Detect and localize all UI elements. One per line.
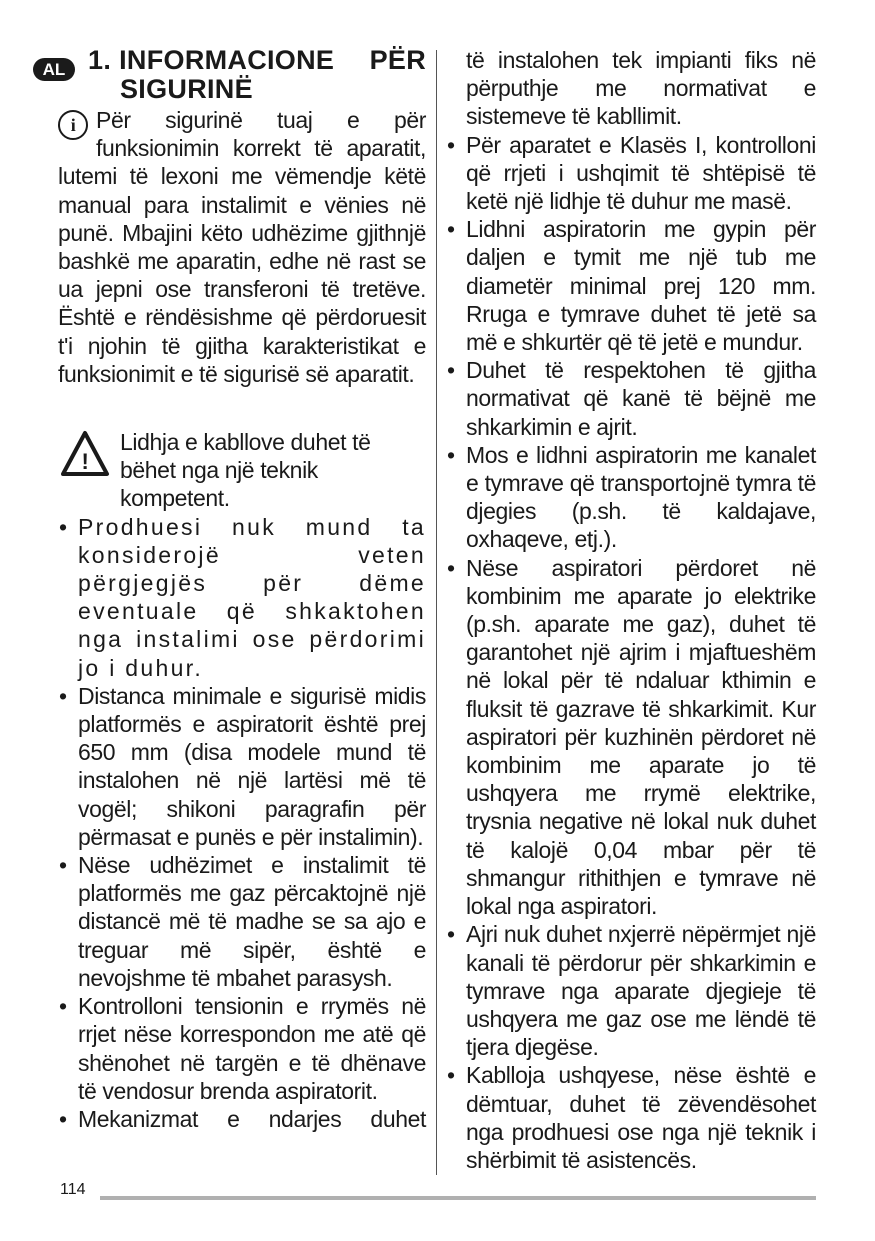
warning-glyph: !: [81, 449, 89, 475]
list-item: • Distanca minimale e sigurisë midis platformës e aspiratorit është prej 650 mm (disa modele mund të instalohen në një lartësi më të vogël; shikoni paragrafin për përmasat e punës e për instalimin).: [58, 682, 426, 851]
right-column: [446, 46, 816, 1174]
continued-text: të instalohen tek impianti fiks në përputhje me normativat e sistemeve të kabllimit.: [466, 47, 816, 130]
list-item: • Mos e lidhni aspiratorin me kanalet e tymrave që transportojnë tymra të djegies (p.sh. të kaldajave, oxhaqeve, etj.).: [446, 441, 816, 554]
heading-number: 1.: [88, 45, 112, 75]
page-number: 114: [60, 1181, 86, 1198]
left-bullet-list: [58, 513, 426, 1133]
heading-word-2: PËR: [369, 45, 426, 75]
left-column: [42, 45, 426, 1133]
list-item: • Për aparatet e Klasës I, kontrolloni që rrjeti i ushqimit të shtëpisë të ketë një lidhje të duhur me masë.: [446, 131, 816, 216]
list-item: • Ajri nuk duhet nxjerrë nëpërmjet një kanali të përdorur për shkarkimin e tymrave nga aparate djegieje të ushqyera me gaz ose me lëndë të tjera djegëse.: [446, 920, 816, 1061]
intro-paragraph: [58, 106, 426, 388]
info-icon: [58, 110, 90, 142]
section-heading: [42, 45, 426, 104]
warning-triangle-icon: [60, 430, 110, 478]
heading-line-1: [58, 46, 426, 75]
column-divider: [436, 50, 437, 1175]
list-item: • Duhet të respektohen të gjitha normativat që kanë të bëjnë me shkarkimin e ajrit.: [446, 356, 816, 441]
warning-block: [58, 428, 426, 513]
list-item: • Nëse aspiratori përdoret në kombinim me aparate jo elektrike (p.sh. aparate me gaz), duhet të garantohet një ajrim i mjaftueshëm në lokal për të ndaluar kthimin e fluksit të gazrave të shkarkimit. Kur aspiratori për kuzhinën përdoret në kombinim me aparate jo të ushqyera me rrymë elektrike, trysnia negative në lokal nuk duhet të kalojë 0,04 mbar për të shmangur rithithjen e tymrave në lokal nga aspiratori.: [446, 554, 816, 921]
list-item: • Nëse udhëzimet e instalimit të platformës me gaz përcaktojnë një distancë më të madhe se sa ajo e treguar më sipër, është e nevojshme të mbahet parasysh.: [58, 851, 426, 992]
warning-text: Lidhja e kabllove duhet të bëhet nga një teknik kompetent.: [120, 429, 371, 512]
list-item: • Prodhuesi nuk mund ta konsiderojë veten përgjegjës për dëme eventuale që shkaktohen nga instalimi ose përdorimi jo i duhur.: [58, 513, 426, 682]
heading-line-2: SIGURINË: [120, 74, 253, 104]
right-bullet-list: [446, 131, 816, 1175]
footer-rule: [100, 1196, 816, 1200]
list-item: • Kontrolloni tensionin e rrymës në rrjet nëse korrespondon me atë që shënohet në targën e të dhënave të vendosur brenda aspiratorit.: [58, 992, 426, 1105]
heading-word-1: INFORMACIONE: [119, 45, 335, 75]
list-item: • Lidhni aspiratorin me gypin për daljen e tymit me një tub me diametër minimal prej 120 mm. Rruga e tymrave duhet të jetë sa më e shkurtër që të jetë e mundur.: [446, 215, 816, 356]
list-item: • Mekanizmat e ndarjes duhet: [58, 1105, 426, 1133]
list-item: • Kablloja ushqyese, nëse është e dëmtuar, duhet të zëvendësohet nga prodhuesi ose nga një teknik i shërbimit të asistencës.: [446, 1061, 816, 1174]
info-icon-glyph: i: [58, 110, 88, 140]
language-badge: AL: [33, 58, 75, 81]
intro-text: Për sigurinë tuaj e për funksionimin korrekt të aparatit, lutemi të lexoni me vëmendje këtë manual para instalimit e vënies në punë. Mbajini këto udhëzime gjithnjë bashkë me aparatin, edhe në rast se ua jepni ose transferoni të tretëve. Është e rëndësishme që përdoruesit t'i njohin të gjitha karakteristikat e funksionimit e të sigurisë së aparatit.: [58, 107, 426, 387]
